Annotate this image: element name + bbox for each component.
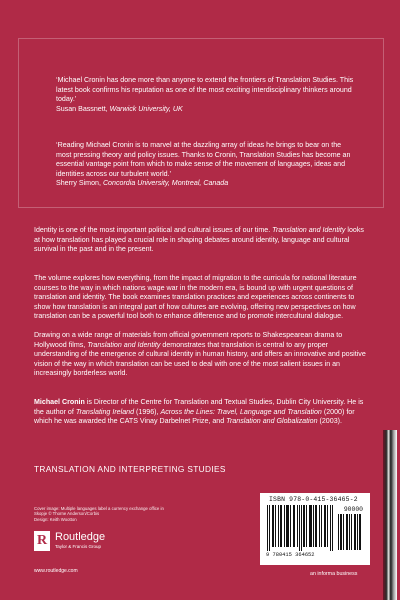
quote-text: ‘Michael Cronin has done more than anyone to extend the frontiers of Translation Studies. This latest book confirms his reputation as one of the most exciting interdisciplinary thinkers around today.’ bbox=[56, 76, 354, 104]
barcode-bars-icon bbox=[267, 505, 335, 551]
review-quote-1 bbox=[56, 76, 356, 114]
paragraph-text bbox=[34, 226, 366, 255]
barcode-digits: 9 780415 364652 bbox=[266, 552, 315, 558]
isbn-number: ISBN 978-0-415-36465-2 bbox=[269, 496, 358, 503]
publisher-logo bbox=[34, 531, 114, 565]
routledge-logo-icon: R bbox=[34, 531, 50, 551]
cover-credit bbox=[34, 506, 164, 522]
price-barcode-icon bbox=[338, 514, 362, 550]
cover-image-credit: Cover image: Multiple languages label a currency exchange office in Skopje © Thorne Anderson/Corbis bbox=[34, 506, 164, 517]
parent-company: an informa business bbox=[310, 571, 358, 577]
bio-part-4: (2003). bbox=[317, 417, 342, 425]
description-paragraph-3 bbox=[34, 331, 366, 379]
spine-edge bbox=[383, 430, 397, 600]
quote-affiliation: Concordia University, Montreal, Canada bbox=[102, 179, 229, 188]
quote-text: ‘Reading Michael Cronin is to marvel at the dazzling array of ideas he brings to bear on the most pressing theory and policy issues. Thanks to Cronin, Translation Studies has become an essential vantage point from which to make sense of the movement of languages, ideas and identities across our turbulent world.’ bbox=[56, 141, 351, 178]
author-bio bbox=[34, 398, 366, 427]
series-title: TRANSLATION AND INTERPRETING STUDIES bbox=[34, 464, 226, 474]
price-code: 90000 bbox=[343, 506, 363, 513]
bio-part-3: (2000) for which he was awarded the CATS Vinay Darbelnet Prize, and bbox=[34, 407, 355, 425]
bio-book-1: Translating Ireland bbox=[75, 407, 135, 416]
quote-author: Susan Bassnett, bbox=[56, 104, 108, 113]
intro-sentence: Identity is one of the most important political and cultural issues of our time. bbox=[34, 226, 271, 234]
quote-attribution bbox=[56, 105, 356, 115]
review-quote-2 bbox=[56, 141, 356, 189]
quote-affiliation: Warwick University, UK bbox=[109, 104, 183, 113]
book-title: Translation and Identity bbox=[272, 226, 346, 234]
book-title: Translation and Identity bbox=[87, 340, 161, 349]
description-paragraph-2 bbox=[34, 274, 366, 322]
paragraph-text: The volume explores how everything, from the impact of migration to the curricula for national literature courses to the way in which nations wage war in the modern era, is bound up with urgent questions of translation and identity. The book examines translation practices and experiences across continents to show how translation is an integral part of how cultures are evolving, offering new perspectives on how translation can be a powerful tool both to enhance difference and to promote intercultural dialogue. bbox=[34, 274, 357, 320]
quote-author: Sherry Simon, bbox=[56, 179, 101, 188]
p3-after: demonstrates that translation is central to any proper understanding of the emergence of cultural identity in human history, and offers an innovative and positive vision of the way in which translation can be used to deal with one of the most salient issues in an increasingly borderless world. bbox=[34, 340, 366, 377]
author-name: Michael Cronin bbox=[34, 398, 85, 406]
publisher-subtitle: Taylor & Francis Group bbox=[55, 544, 102, 549]
bio-book-3: Translation and Globalization bbox=[226, 417, 318, 425]
bio-book-2: Across the Lines: Travel, Language and Translation bbox=[160, 407, 322, 416]
bio-part-1: is Director of the Centre for Translation and Textual Studies, Dublin City University. He is the author of bbox=[34, 398, 364, 416]
intro-rest: looks at how translation has played a crucial role in shaping debates around identity, language and cultural survival in the past and in the present. bbox=[34, 226, 364, 253]
paragraph-text bbox=[34, 331, 366, 379]
bio-text bbox=[34, 398, 366, 427]
isbn-barcode bbox=[260, 493, 370, 565]
p3-before: Drawing on a wide range of materials from official government reports to Shakespearean drama to Hollywood films, bbox=[34, 331, 343, 349]
quote-attribution bbox=[56, 179, 356, 189]
description-paragraph-1 bbox=[34, 226, 366, 255]
design-credit: Design: Keith Wootton bbox=[34, 516, 77, 522]
publisher-website: www.routledge.com bbox=[34, 568, 78, 574]
bio-part-2: (1996), bbox=[134, 407, 161, 416]
publisher-name: Routledge bbox=[55, 531, 106, 543]
